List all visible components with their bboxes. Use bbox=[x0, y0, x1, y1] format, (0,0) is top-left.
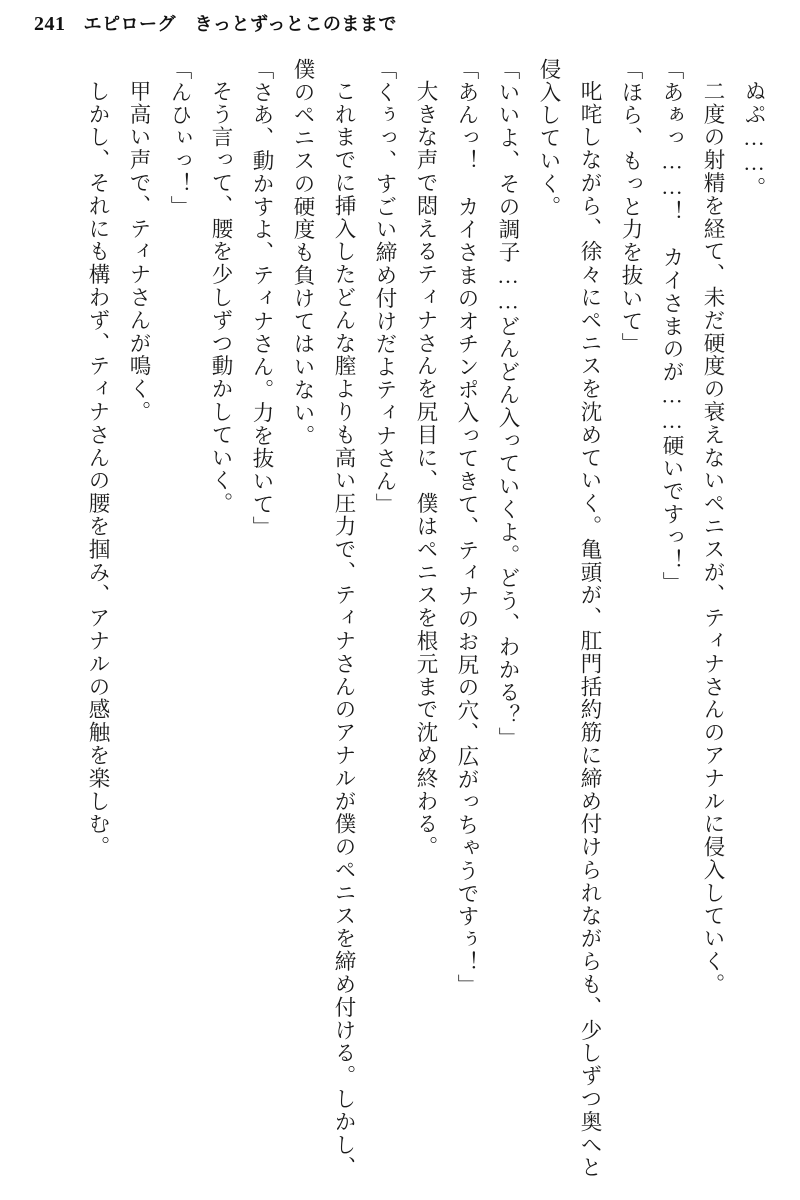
paragraph: 「んひぃっ！」 bbox=[168, 58, 192, 219]
chapter-title: エピローグ きっとずっとこのままで bbox=[83, 14, 397, 34]
paragraph: 「あぁっ……！ カイさまのが……硬いですっ！」 bbox=[660, 58, 684, 595]
paragraph: 「ほら、もっと力を抜いて」 bbox=[619, 58, 643, 356]
paragraph: 「くぅっ、すごい締め付けだよティナさん」 bbox=[373, 58, 397, 516]
paragraph: 「いいよ、その調子……どんどん入っていくよ。どう、わかる？」 bbox=[496, 58, 520, 750]
paragraph: 二度の射精を経て、未だ硬度の衰えないペニスが、ティナさんのアナルに侵入していく。 bbox=[701, 79, 725, 996]
paragraph: 甲高い声で、ティナさんが鳴く。 bbox=[127, 79, 151, 423]
paragraph: これまでに挿入したどんな膣よりも高い圧力で、ティナさんのアナルが僕のペニスを締め付ける。しかし、僕のペニスの硬度も負けてはいない。 bbox=[291, 58, 356, 1179]
paragraph: しかし、それにも構わず、ティナさんの腰を掴み、アナルの感触を楽しむ。 bbox=[86, 79, 110, 859]
body-text-area bbox=[30, 58, 774, 1182]
paragraph: そう言って、腰を少しずつ動かしていく。 bbox=[209, 79, 233, 515]
page-number: 241 bbox=[34, 13, 66, 35]
vertical-text-block bbox=[30, 58, 774, 1182]
paragraph: ぬぷ……。 bbox=[742, 79, 766, 199]
paragraph: 「さあ、動かすよ、ティナさん。力を抜いて」 bbox=[250, 58, 274, 539]
paragraph: 叱咤しながら、徐々にペニスを沈めていく。亀頭が、肛門括約筋に締め付けられながらも、少しずつ奥へと侵入していく。 bbox=[537, 58, 602, 1179]
paragraph: 「あんっ！ カイさまのオチンポ入ってきて、ティナのお尻の穴、広がっちゃうですぅ！」 bbox=[455, 58, 479, 997]
running-header bbox=[34, 10, 766, 44]
paragraph: 大きな声で悶えるティナさんを尻目に、僕はペニスを根元まで沈め終わる。 bbox=[414, 79, 438, 859]
